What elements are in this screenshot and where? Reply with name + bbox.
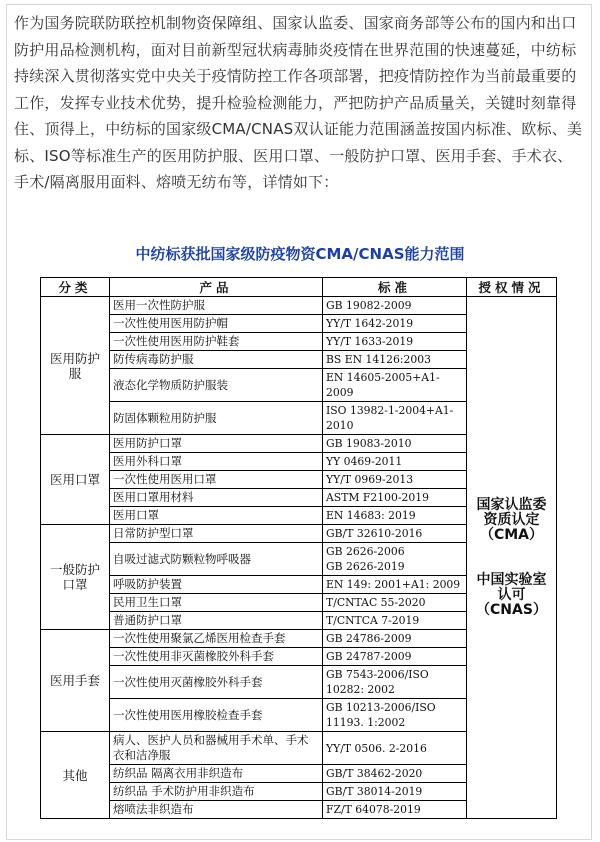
cma-line: （CMA） [479,526,544,543]
standard-cell: GB 19083-2010 [323,435,467,453]
product-cell: 一次性使用医用防护鞋套 [110,333,323,351]
product-cell: 普通防护口罩 [110,612,323,630]
standard-cell: GB 2626-2006 GB 2626-2019 [323,543,467,576]
product-cell: 一次性使用灭菌橡胶外科手套 [110,666,323,699]
category-cell: 医用手套 [41,630,110,732]
product-cell: 民用卫生口罩 [110,594,323,612]
standard-cell: GB 24787-2009 [323,648,467,666]
table-body [41,297,557,819]
standard-cell: YY 0469-2011 [323,453,467,471]
cma-line: 国家认监委 [476,496,547,513]
category-cell: 医用口罩 [41,435,110,525]
product-cell: 液态化学物质防护服装 [110,369,323,402]
standard-cell: GB 24786-2009 [323,630,467,648]
standard-cell: EN 149: 2001+A1: 2009 [323,576,467,594]
standard-cell: EN 14605-2005+A1-2009 [323,369,467,402]
product-cell: 呼吸防护装置 [110,576,323,594]
standard-cell: ASTM F2100-2019 [323,489,467,507]
header-authorization: 授权情况 [467,278,557,297]
product-cell: 防传病毒防护服 [110,351,323,369]
product-cell: 熔喷法非织造布 [110,801,323,819]
product-cell: 一次性使用医用防护帽 [110,315,323,333]
standard-cell: T/CNTAC 55-2020 [323,594,467,612]
product-cell: 纺织品 隔离衣用非织造布 [110,765,323,783]
table-title: 中纺标获批国家级防疫物资CMA/CNAS能力范围 [135,245,465,263]
authorization-cell [467,297,557,819]
product-cell: 病人、医护人员和器械用手术单、手术衣和洁净服 [110,732,323,765]
product-cell: 一次性使用医用口罩 [110,471,323,489]
header-standard: 标准 [323,278,467,297]
product-cell: 一次性使用医用橡胶检查手套 [110,699,323,732]
cnas-line: （CNAS） [476,601,547,618]
product-cell: 纺织品 手术防护用非织造布 [110,783,323,801]
cnas-authorization [470,573,553,618]
product-cell: 一次性使用聚氯乙烯医用检查手套 [110,630,323,648]
standard-cell: GB/T 32610-2016 [323,525,467,543]
table-row [41,297,557,315]
standard-cell: ISO 13982-1-2004+A1-2010 [323,402,467,435]
cma-line: 资质认定 [483,511,540,528]
standard-cell: BS EN 14126:2003 [323,351,467,369]
standard-cell: GB 10213-2006/ISO 11193. 1:2002 [323,699,467,732]
category-cell: 一般防护口罩 [41,525,110,630]
standard-cell: GB/T 38462-2020 [323,765,467,783]
standard-cell: YY/T 1633-2019 [323,333,467,351]
standard-cell: FZ/T 64078-2019 [323,801,467,819]
standard-cell: YY/T 1642-2019 [323,315,467,333]
table-header-row [41,278,557,297]
product-cell: 防固体颗粒用防护服 [110,402,323,435]
product-cell: 医用外科口罩 [110,453,323,471]
product-cell: 医用一次性防护服 [110,297,323,315]
standard-cell: YY/T 0506. 2-2016 [323,732,467,765]
product-cell: 医用口罩 [110,507,323,525]
category-cell: 其他 [41,732,110,819]
capability-scope-table [40,277,557,819]
cma-authorization [470,498,553,543]
cnas-line: 认可 [497,586,526,603]
header-category: 分类 [41,278,110,297]
product-cell: 医用口罩用材料 [110,489,323,507]
standard-cell: YY/T 0969-2013 [323,471,467,489]
standard-cell: GB 19082-2009 [323,297,467,315]
standard-cell: GB 7543-2006/ISO 10282: 2002 [323,666,467,699]
cnas-line: 中国实验室 [476,571,547,588]
standard-cell: T/CNTCA 7-2019 [323,612,467,630]
standard-cell: GB/T 38014-2019 [323,783,467,801]
category-cell: 医用防护服 [41,297,110,435]
product-cell: 一次性使用非灭菌橡胶外科手套 [110,648,323,666]
product-cell: 自吸过滤式防颗粒物呼吸器 [110,543,323,576]
product-cell: 医用防护口罩 [110,435,323,453]
standard-cell: EN 14683: 2019 [323,507,467,525]
product-cell: 日常防护型口罩 [110,525,323,543]
header-product: 产品 [110,278,323,297]
intro-paragraph: 作为国务院联防联控机制物资保障组、国家认监委、国家商务部等公布的国内和出口防护用品检测机构，面对目前新型冠状病毒肺炎疫情在世界范围的快速蔓延，中纺标持续深入贯彻落实党中央关于疫情防控工作各项部署，把疫情防控作为当前最重要的工作，发挥专业技术优势，提升检验检测能力，严把防护产品质量关，关键时刻靠得住、顶得上，中纺标的国家级CMA/CNAS双认证能力范围涵盖按国内标准、欧标、美标、ISO等标准生产的医用防护服、医用口罩、一般防护口罩、医用手套、手术衣、手术/隔离服用面料、熔喷无纺布等，详情如下： [14,14,583,191]
